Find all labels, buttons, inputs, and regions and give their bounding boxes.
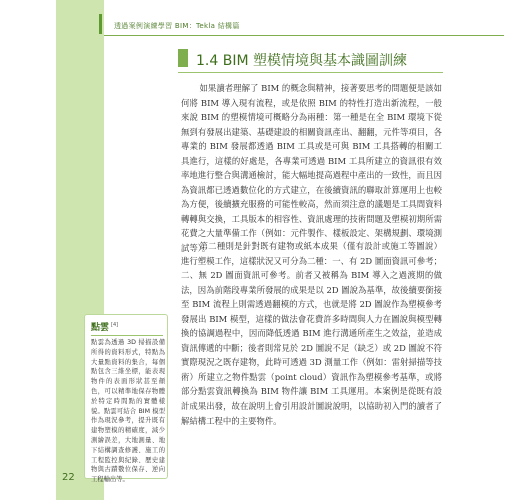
sidebar-rule — [91, 335, 163, 336]
sidebar-title — [91, 320, 118, 333]
section-title-marker — [178, 49, 188, 67]
body-paragraph-1: 如果讀者理解了 BIM 的概念與精神，接著要思考的問題便是該如何將 BIM 導入現有流程，或是依照 BIM 的特性打造出新流程，一般來說 BIM 的塑模情境可概略分為兩種：第一種是在全 BIM 環境下從無到有發展出建築、基礎建設的相關資訊產出、翻翻，元件等項目，各專業的 BIM 發展都透過 BIM 工具或是可與 BIM 工具搭轉的相關工具進行，這樣的好處是，各專業可透過 BIM 工具所建立的資訊很有效率地進行整合與溝通檢討，能大幅地提高過程中產出的一致性，而且因為資訊都已透過數位化的方式建立，在後續資訊的聯取計算運用上也較為方便，後續擴充服務的可能性較高，然而須注意的議題是工具間資料轉轉與交換，工具版本的相容性、資訊處理的技術問題及塑模初期所需花費之大量準備工作（例如：元件製作、樣板設定、架構規劃、環境測試等）。 — [181, 83, 442, 254]
sidebar-title-text: 點雲 — [91, 323, 110, 333]
body-paragraph-2: 第二種則是針對既有建物或紙本成果（僅有設計或施工等圖說）進行塑模工作，這樣狀況又可分為二種：一、有 2D 圖面資訊可參考；二、無 2D 圖面資訊可參考。前者又被稱為 BIM 導入之過渡期的做法，因為前階段專業所發展的成果是以 2D 圖說為基準，故後續要銜接至 BIM 流程上則需透過翻模的方式，也就是將 2D 圖說作為塑模參考發展出 BIM 模型，這樣的做法會花費許多時間與人力在圖說與模型轉換的協調過程中，因而降低透過 BIM 進行溝通所產生之效益，並造成資訊傳遞的中斷；後者則常見於 2D 圖說不足（缺乏）或 2D 圖說不符實際現況之既存建物，此時可透過 3D 測量工作（例如：雷射掃描等技術）所建立之物件點雲（point cloud）資訊作為塑模參考基準，或將部分點雲資訊轉換為 BIM 物件讓 BIM 工具運用。本案例是從既有設計成果出發，故在說明上會引用設計圖說說明，以協助初入門的讀者了解結構工程中的主要物件。 — [181, 241, 442, 426]
sidebar-text: 點雲為透過 3D 掃描設備所得的資料形式，特點為大量點資料的集合，每個點包含三維坐標，能表現物件的表面形狀甚至顏色，可以精準地保存物體於特定時間點的實體樣貌。點雲可結合 BIM 模型作為現況參考，提升既有建物塑模的精確度，減少測繪誤差，大地測量、地下結構調查修護、施工的工程監控與紀錄、歷史建物與古蹟數位保存、逆向工程輸出等。 — [91, 339, 165, 484]
header-rule — [104, 35, 504, 36]
sidebar-footnote-ref: [4] — [111, 322, 119, 328]
section-title-rule — [178, 72, 443, 73]
sidebar-note — [84, 314, 168, 484]
running-header: 透過案例演練學習 BIM：Tekla 結構篇 — [114, 22, 240, 30]
page-number: 22 — [62, 472, 75, 483]
section-title: 1.4 BIM 塑模情境與基本識圖訓練 — [196, 53, 407, 69]
header-marker — [99, 14, 102, 34]
